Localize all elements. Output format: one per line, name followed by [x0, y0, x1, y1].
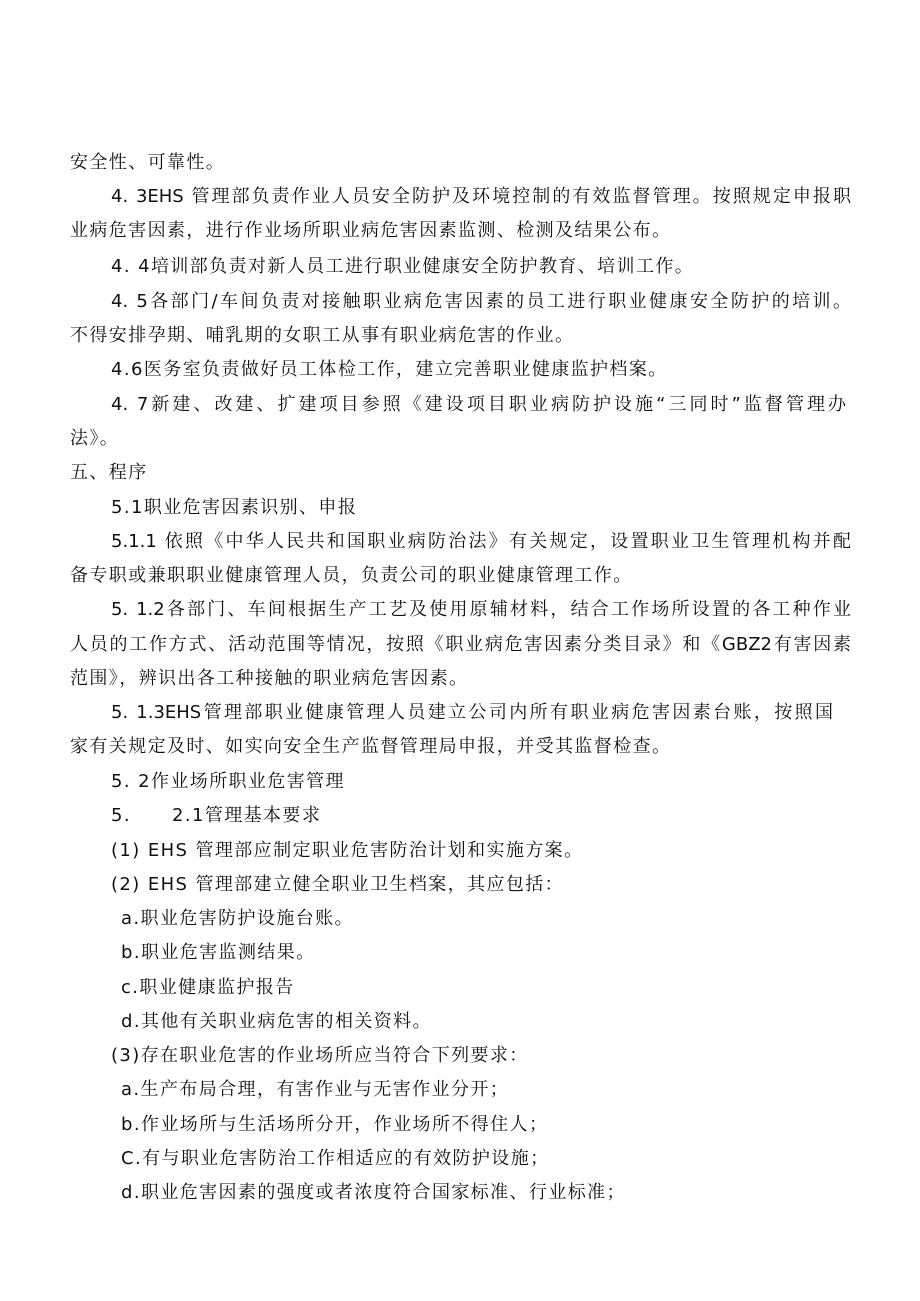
text-line: 不得安排孕期、哺乳期的女职工从事有职业病危害的作业。 [70, 325, 575, 346]
text-line: 备专职或兼职职业健康管理人员，负责公司的职业健康管理工作。 [70, 565, 633, 586]
text-line: 4. 5各部门/车间负责对接触职业病危害因素的员工进行职业健康安全防护的培训。 [111, 291, 851, 312]
text-line: 人员的工作方式、活动范围等情况，按照《职业病危害因素分类目录》和《GBZ2有害因素 [70, 634, 851, 655]
list-item: (2) EHS 管理部建立健全职业卫生档案，其应包括： [111, 874, 565, 895]
list-item: b.职业危害监测结果。 [121, 942, 316, 963]
subsection-heading: 5.1职业危害因素识别、申报 [111, 497, 358, 518]
list-item: b.作业场所与生活场所分开，作业场所不得住人； [121, 1114, 549, 1135]
list-item: a.职业危害防护设施台账。 [121, 908, 354, 929]
subsection-number: 5. [111, 805, 131, 826]
text-line: 法》。 [70, 428, 120, 449]
text-line: 5. 1.3EHS管理部职业健康管理人员建立公司内所有职业病危害因素台账，按照国 [111, 702, 833, 723]
text-line: 4.6医务室负责做好员工体检工作，建立完善职业健康监护档案。 [111, 359, 668, 380]
list-item: (3)存在职业危害的作业场所应当符合下列要求： [111, 1045, 529, 1066]
list-item: c.职业健康监护报告 [121, 977, 295, 998]
list-item: d.其他有关职业病危害的相关资料。 [121, 1011, 432, 1032]
section-heading: 五、程序 [70, 462, 148, 483]
subsection-heading: 2.1管理基本要求 [172, 805, 322, 826]
text-line: 范围》，辨识出各工种接触的职业病危害因素。 [70, 668, 469, 689]
text-line: 安全性、可靠性。 [70, 152, 226, 173]
text-line: 4. 3EHS 管理部负责作业人员安全防护及环境控制的有效监督管理。按照规定申报职 [111, 186, 851, 207]
text-line: 业病危害因素，进行作业场所职业病危害因素监测、检测及结果公布。 [70, 220, 672, 241]
list-item: d.职业危害因素的强度或者浓度符合国家标准、行业标准； [121, 1182, 626, 1203]
text-line: 家有关规定及时、如实向安全生产监督管理局申报，并受其监督检查。 [70, 736, 672, 757]
subsection-heading: 5. 2作业场所职业危害管理 [111, 771, 345, 792]
list-item: a.生产布局合理，有害作业与无害作业分开； [121, 1079, 510, 1100]
text-line: 4. 4培训部负责对新人员工进行职业健康安全防护教育、培训工作。 [111, 256, 695, 277]
list-item: C.有与职业危害防治工作相适应的有效防护设施； [121, 1148, 550, 1169]
text-line: 5. 1.2各部门、车间根据生产工艺及使用原辅材料，结合工作场所设置的各工种作业 [111, 599, 851, 620]
text-line: 4. 7新建、改建、扩建项目参照《建设项目职业病防护设施“三同时”监督管理办 [111, 394, 846, 415]
list-item: (1) EHS 管理部应制定职业危害防治计划和实施方案。 [111, 840, 584, 861]
text-line: 5.1.1 依照《中华人民共和国职业病防治法》有关规定，设置职业卫生管理机构并配 [111, 531, 851, 552]
